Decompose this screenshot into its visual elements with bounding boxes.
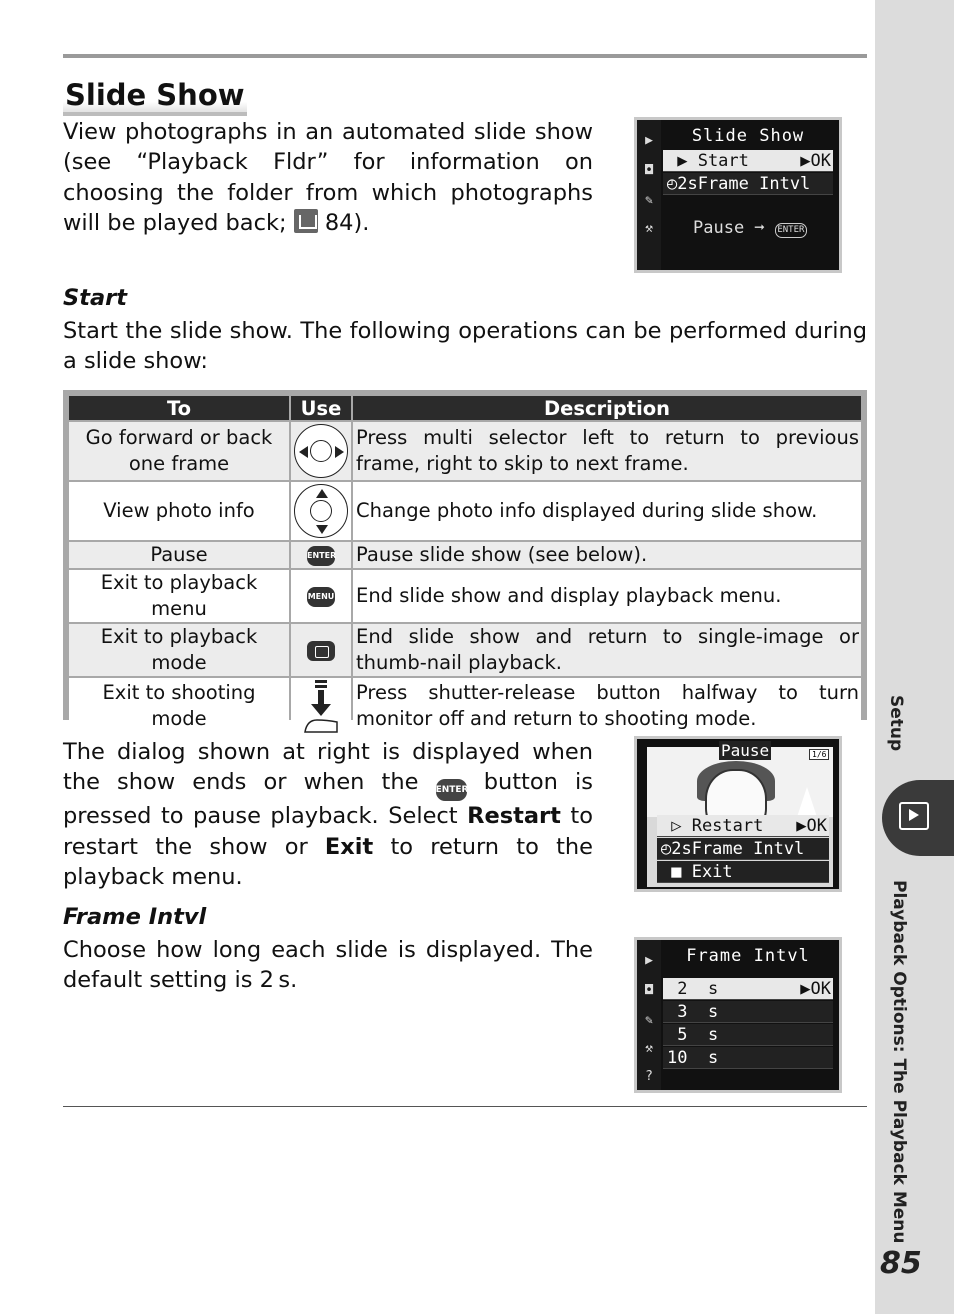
table-row <box>69 542 861 568</box>
dialog-paragraph <box>63 737 593 892</box>
intro-paragraph <box>63 117 593 238</box>
menu-side-tabs <box>637 120 661 270</box>
shutter-release-icon <box>301 678 341 734</box>
menu-row-5s: 5 s <box>663 1024 833 1046</box>
menu-row-start <box>663 150 833 172</box>
start-paragraph: Start the slide show. The following operations can be performed during a slide show: <box>63 318 867 375</box>
table-cell-to: Exit to playback menu <box>69 570 289 622</box>
wrench-tab-icon: ⚒ <box>645 221 653 236</box>
page-number: 85 <box>880 1246 922 1281</box>
camera-tab-icon: ◘ <box>645 983 653 998</box>
page-title: Slide Show <box>63 78 247 116</box>
table-cell-to: View photo info <box>69 482 289 540</box>
table-cell-description: Press shutter-release button halfway to turn monitor off and return to shooting mode. <box>353 678 861 734</box>
multi-selector-left-right-icon <box>294 424 348 478</box>
table-row <box>69 570 861 622</box>
enter-button-icon: ENTER <box>775 223 807 238</box>
frame-count: 1/6 <box>809 749 829 760</box>
pause-hint-text: Pause ➞ <box>693 218 775 238</box>
restart-keyword: Restart <box>467 803 561 830</box>
wrench-tab-icon: ⚒ <box>645 1041 653 1056</box>
table-row <box>69 422 861 480</box>
pencil-tab-icon: ✎ <box>645 1013 653 1028</box>
bottom-rule <box>63 1106 867 1107</box>
pause-hint <box>693 218 807 238</box>
table-cell-use <box>291 482 351 540</box>
menu-header: Slide Show <box>691 126 805 146</box>
operations-table <box>63 390 867 730</box>
col-header-use: Use <box>291 396 351 420</box>
menu-row-10s: 10 s <box>663 1047 833 1069</box>
table-cell-description: Change photo info displayed during slide show. <box>353 482 861 540</box>
enter-button-icon: ENTER <box>436 779 467 801</box>
page-reference-icon <box>294 209 318 233</box>
pencil-tab-icon: ✎ <box>645 193 653 208</box>
pause-dialog-screen <box>634 736 842 892</box>
table-cell-description: End slide show and display playback menu. <box>353 570 861 622</box>
dialog-text: to return to the playback menu. <box>63 833 593 890</box>
start-heading: Start <box>63 285 127 311</box>
help-tab-icon: ? <box>645 1069 653 1084</box>
table-cell-use <box>291 422 351 480</box>
table-cell-use <box>291 570 351 622</box>
table-cell-to: Go forward or back one frame <box>69 422 289 480</box>
ok-indicator: ▶OK <box>800 979 831 999</box>
ok-indicator: ▶OK <box>796 816 827 836</box>
menu-row-label: ▶ Start <box>667 151 749 171</box>
dialog-text: The dialog shown at right is displayed when the show ends or when the <box>63 739 593 796</box>
table-cell-use <box>291 678 351 734</box>
setup-tab-label: Setup <box>886 695 906 752</box>
dialog-text: to restart the show or <box>63 803 593 860</box>
intro-text: View photographs in an automated slide show (see “Playback Fldr” for information on choosing the folder from which photographs will be played back; <box>63 119 593 236</box>
table-row <box>69 624 861 676</box>
ok-indicator: ▶OK <box>800 151 831 171</box>
table-cell-to: Exit to shooting mode <box>69 678 289 734</box>
menu-button-icon: MENU <box>307 587 335 607</box>
camera-tab-icon: ◘ <box>645 163 653 178</box>
table-row <box>69 678 861 734</box>
table-row <box>69 482 861 540</box>
frame-intvl-paragraph: Choose how long each slide is displayed. The default setting is 2 s. <box>63 937 593 994</box>
col-header-description: Description <box>353 396 861 420</box>
multi-selector-up-down-icon <box>294 484 348 538</box>
enter-button-icon: ENTER <box>307 546 335 566</box>
dialog-row-frame-intvl: ◴2sFrame Intvl <box>657 838 829 860</box>
top-rule <box>63 54 867 58</box>
frame-intvl-heading: Frame Intvl <box>63 904 207 930</box>
exit-keyword: Exit <box>324 833 374 860</box>
table-cell-to: Pause <box>69 542 289 568</box>
intro-page-ref: 84). <box>317 209 370 236</box>
menu-side-tabs <box>637 940 661 1090</box>
table-cell-description: End slide show and return to single-image or thumb-nail playback. <box>353 624 861 676</box>
chapter-title: Playback Options: The Playback Menu <box>889 880 909 1244</box>
table-cell-use <box>291 624 351 676</box>
menu-row-frame-intvl: ◴2sFrame Intvl <box>663 173 833 195</box>
playback-icon <box>899 802 929 830</box>
table-cell-description: Press multi selector left to return to previous frame, right to skip to next frame. <box>353 422 861 480</box>
dialog-row-restart <box>657 815 829 837</box>
table-cell-use <box>291 542 351 568</box>
table-cell-description: Pause slide show (see below). <box>353 542 861 568</box>
chapter-sidebar <box>875 0 954 1314</box>
table-header-row <box>69 396 861 420</box>
dialog-text: button is pressed to pause playback. Select <box>63 769 593 830</box>
dialog-row-exit: ■ Exit <box>657 861 829 883</box>
frame-intvl-menu-screen <box>634 937 842 1093</box>
playback-tab-icon: ▶ <box>645 953 653 968</box>
menu-row-label: 2 s <box>667 979 719 999</box>
slide-show-menu-screen <box>634 117 842 273</box>
pause-title: Pause <box>721 741 770 760</box>
menu-row-2s <box>663 978 833 1000</box>
playback-tab-icon: ▶ <box>645 133 653 148</box>
menu-header: Frame Intvl <box>686 946 810 966</box>
table-cell-to: Exit to playback mode <box>69 624 289 676</box>
col-header-to: To <box>69 396 289 420</box>
menu-row-3s: 3 s <box>663 1001 833 1023</box>
playback-button-icon <box>307 641 335 661</box>
dialog-row-label: ▷ Restart <box>661 816 764 836</box>
